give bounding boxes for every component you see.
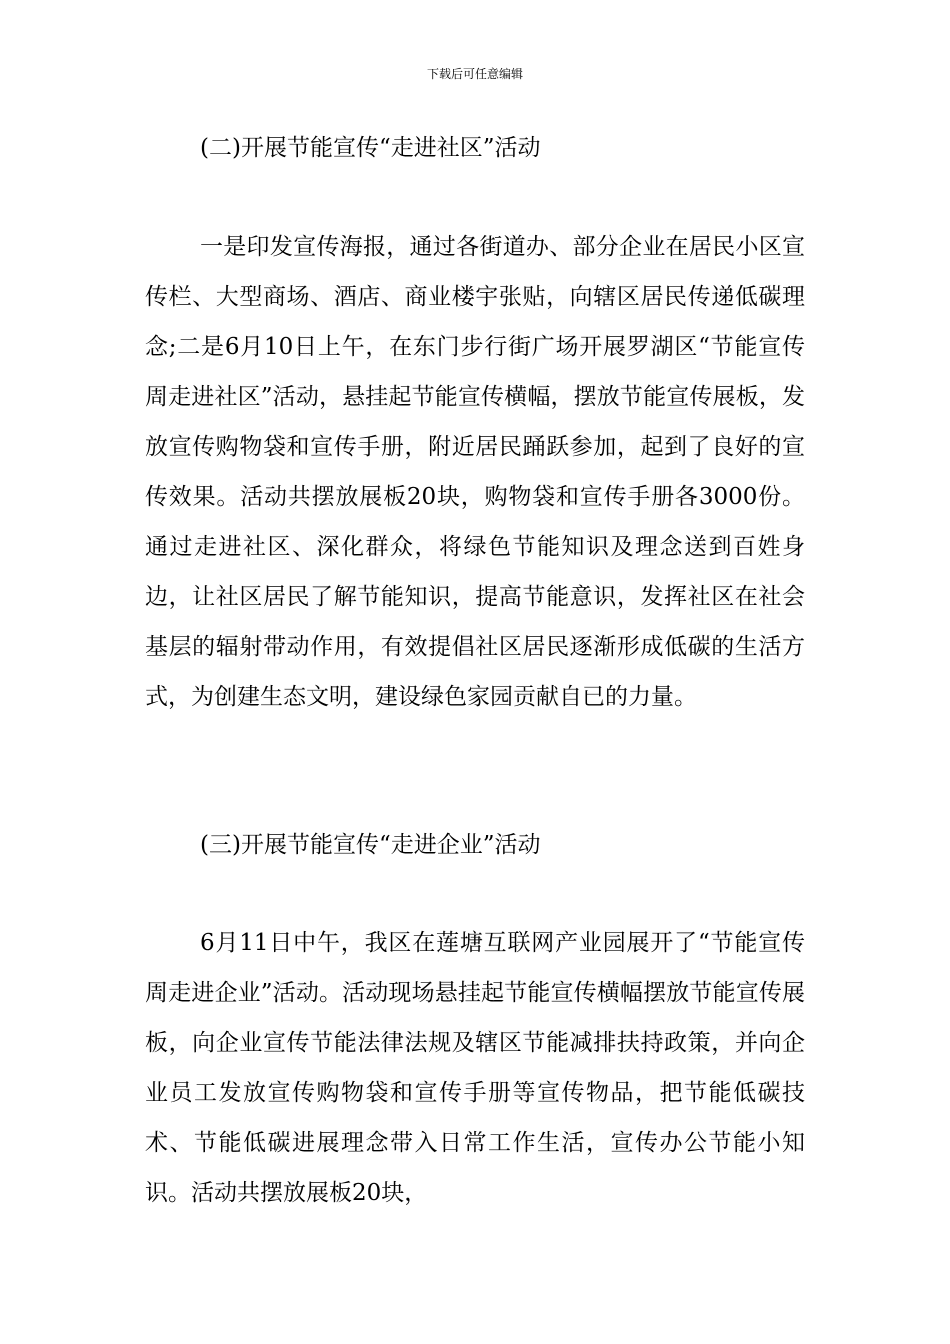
page-header-note: 下载后可任意编辑 [426,67,523,81]
section-paragraph: 6月11日中午，我区在莲塘互联网产业园展开了“节能宣传周走进企业”活动。活动现场悬挂起节能宣传横幅摆放节能宣传展板，向企业宣传节能法律法规及辖区节能减排扶持政策，并向企业员工发放宣传购物袋和宣传手册等宣传物品，把节能低碳技术、节能低碳进展理念带入日常工作生活，宣传办公节能小知识。活动共摆放展板20块， [145,930,805,1206]
section-heading: (二)开展节能宣传“走进社区”活动 [200,135,541,161]
section-heading: (三)开展节能宣传“走进企业”活动 [200,832,541,858]
section-paragraph: 一是印发宣传海报，通过各街道办、部分企业在居民小区宣传栏、大型商场、酒店、商业楼宇张贴，向辖区居民传递低碳理念;二是6月10日上午，在东门步行街广场开展罗湖区“节能宣传周走进社区”活动，悬挂起节能宣传横幅，摆放节能宣传展板，发放宣传购物袋和宣传手册，附近居民踊跃参加，起到了良好的宣传效果。活动共摆放展板20块，购物袋和宣传手册各3000份。通过走进社区、深化群众，将绿色节能知识及理念送到百姓身边，让社区居民了解节能知识，提高节能意识，发挥社区在社会基层的辐射带动作用，有效提倡社区居民逐渐形成低碳的生活方式，为创建生态文明，建设绿色家园贡献自已的力量。 [145,234,805,710]
